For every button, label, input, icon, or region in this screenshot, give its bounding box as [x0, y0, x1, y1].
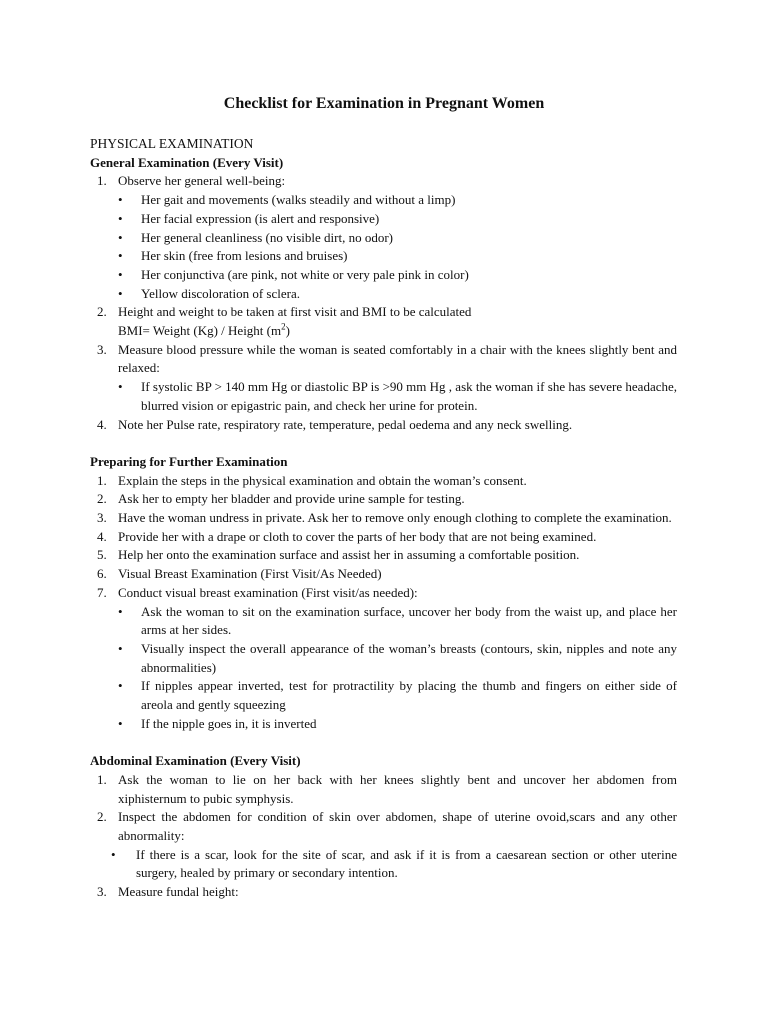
item-text: Ask the woman to lie on her back with her knees slightly bent and uncover her abdomen from xiphisternum to pubic symphysis.	[118, 771, 677, 806]
bullet-text: Her general cleanliness (no visible dirt, no odor)	[141, 229, 393, 245]
item-text: Ask her to empty her bladder and provide urine sample for testing.	[118, 491, 465, 507]
item-text: Provide her with a drape or cloth to cover the parts of her body that are not being examined.	[118, 528, 597, 544]
list-item	[90, 341, 677, 416]
abdominal-section	[90, 752, 677, 902]
bullet-item	[118, 191, 677, 210]
item-number: 3.	[97, 884, 107, 900]
list-item	[90, 172, 677, 303]
item-number: 1.	[97, 173, 107, 189]
bmi-formula-end: )	[285, 323, 290, 339]
list-item	[90, 509, 677, 528]
bullet-icon: •	[111, 846, 116, 862]
bullet-item	[118, 210, 677, 229]
item-number: 4.	[97, 528, 107, 544]
item-number: 4.	[97, 416, 107, 432]
bullet-item	[118, 603, 677, 640]
general-examination-section	[90, 154, 677, 435]
bullet-icon: •	[118, 229, 123, 245]
page-title: Checklist for Examination in Pregnant Women	[223, 95, 545, 112]
item-text: Measure blood pressure while the woman is seated comfortably in a chair with the knees slightly bent and relaxed:	[118, 341, 677, 376]
abdominal-list	[90, 771, 677, 902]
bullet-item	[108, 846, 677, 883]
bullet-item	[118, 715, 677, 734]
bullet-text: Visually inspect the overall appearance of the woman’s breasts (contours, skin, nipples and note any abnormalities)	[141, 640, 677, 675]
bullet-text: Her skin (free from lesions and bruises)	[141, 248, 348, 264]
bullet-text: Her facial expression (is alert and responsive)	[141, 210, 380, 226]
bullet-item	[118, 266, 677, 285]
bullet-item	[118, 285, 677, 304]
abdominal-heading: Abdominal Examination (Every Visit)	[90, 753, 301, 769]
bullet-text: If nipples appear inverted, test for protractility by placing the thumb and fingers on either side of areola and gently squeezing	[141, 678, 677, 713]
bullet-icon: •	[118, 266, 123, 282]
item-text: Visual Breast Examination (First Visit/As Needed)	[118, 566, 382, 582]
bullet-text: If systolic BP > 140 mm Hg or diastolic BP is >90 mm Hg , ask the woman if she has severe headache, blurred vision or epigastric pain, and check her urine for protein.	[141, 379, 677, 413]
bullet-text: If there is a scar, look for the site of scar, and ask if it is from a caesarean section or other uterine surgery, healed by primary or secondary intention.	[136, 846, 677, 881]
preparing-list	[90, 472, 677, 734]
preparing-section	[90, 453, 677, 734]
item-text: Observe her general well-being:	[118, 173, 286, 189]
bullet-item	[118, 229, 677, 248]
item-number: 5.	[97, 547, 107, 563]
physical-examination-heading: PHYSICAL EXAMINATION	[90, 136, 254, 151]
item-number: 1.	[97, 771, 107, 787]
item-number: 2.	[97, 809, 107, 825]
list-item	[90, 490, 677, 509]
list-item	[90, 472, 677, 491]
item-text: Inspect the abdomen for condition of skin over abdomen, shape of uterine ovoid,scars and any other abnormality:	[118, 809, 677, 843]
general-examination-list	[90, 172, 677, 434]
bullet-list	[118, 378, 677, 415]
item-text: Help her onto the examination surface and assist her in assuming a comfortable position.	[118, 547, 580, 563]
item-text: Conduct visual breast examination (First visit/as needed):	[118, 584, 418, 600]
bullet-icon: •	[118, 285, 123, 301]
bullet-text: Ask the woman to sit on the examination surface, uncover her body from the waist up, and place her arms at her sides.	[141, 603, 677, 638]
item-number: 1.	[97, 472, 107, 488]
item-number: 2.	[97, 304, 107, 320]
list-item	[90, 565, 677, 584]
item-text: Height and weight to be taken at first visit and BMI to be calculated	[118, 304, 472, 320]
list-item	[90, 546, 677, 565]
bullet-item	[118, 677, 677, 714]
bullet-text: If the nipple goes in, it is inverted	[141, 715, 317, 731]
item-text: Have the woman undress in private. Ask her to remove only enough clothing to complete the examination.	[118, 510, 672, 526]
bullet-icon: •	[118, 192, 123, 208]
list-item	[90, 416, 677, 435]
bullet-icon: •	[118, 678, 123, 694]
general-examination-heading: General Examination (Every Visit)	[90, 154, 284, 170]
bullet-list	[118, 603, 677, 734]
bullet-icon: •	[118, 248, 123, 264]
bullet-text: Her gait and movements (walks steadily and without a limp)	[141, 192, 456, 208]
list-item	[90, 883, 677, 902]
list-item	[90, 808, 677, 883]
bullet-icon: •	[118, 715, 123, 731]
bullet-icon: •	[118, 640, 123, 656]
item-text: Note her Pulse rate, respiratory rate, temperature, pedal oedema and any neck swelling.	[118, 416, 573, 432]
bmi-superscript: 2	[281, 321, 286, 332]
item-number: 3.	[97, 510, 107, 526]
item-text: Explain the steps in the physical examination and obtain the woman’s consent.	[118, 472, 527, 488]
bullet-icon: •	[118, 379, 123, 395]
bullet-item	[118, 640, 677, 677]
bullet-icon: •	[118, 210, 123, 226]
bullet-icon: •	[118, 603, 123, 619]
list-item	[90, 303, 677, 340]
preparing-heading: Preparing for Further Examination	[90, 453, 288, 469]
item-number: 3.	[97, 341, 107, 357]
list-item	[90, 584, 677, 734]
list-item	[90, 528, 677, 547]
list-item	[90, 771, 677, 808]
bullet-list	[108, 846, 677, 883]
bullet-text: Her conjunctiva (are pink, not white or very pale pink in color)	[141, 266, 469, 282]
item-number: 7.	[97, 584, 107, 600]
item-number: 2.	[97, 491, 107, 507]
item-text: Measure fundal height:	[118, 884, 239, 900]
bullet-item	[118, 378, 677, 415]
document-body	[90, 135, 677, 902]
bmi-formula: BMI= Weight (Kg) / Height (m	[118, 323, 282, 339]
bullet-text: Yellow discoloration of sclera.	[141, 285, 300, 301]
bullet-list	[118, 191, 677, 303]
bullet-item	[118, 247, 677, 266]
item-number: 6.	[97, 566, 107, 582]
